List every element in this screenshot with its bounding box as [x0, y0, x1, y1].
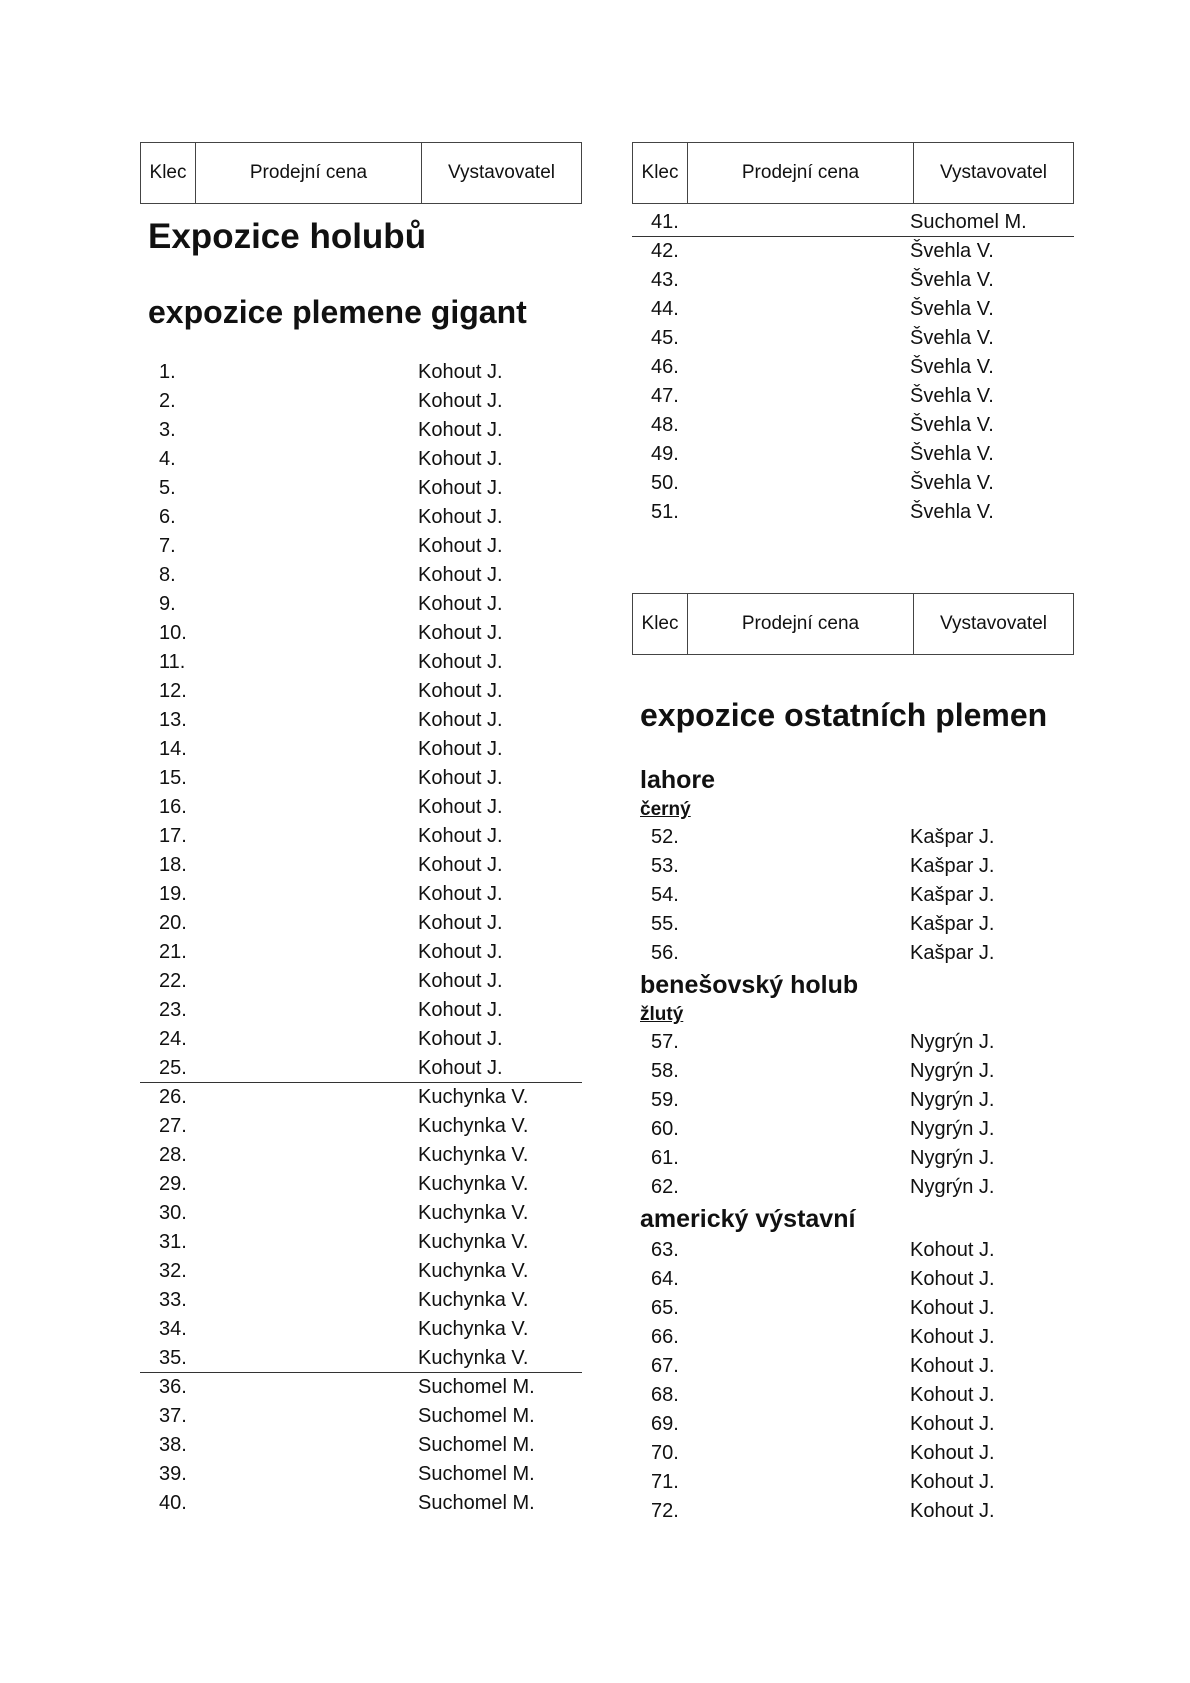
section-title: expozice plemene gigant [148, 294, 527, 330]
exhibitor-name: Kohout J. [910, 1384, 995, 1406]
exhibitor-name: Kohout J. [910, 1268, 995, 1290]
exhibitor-name: Nygrýn J. [910, 1089, 995, 1111]
cage-number: 61. [651, 1147, 679, 1169]
cage-number: 5. [159, 477, 176, 499]
cage-number: 21. [159, 941, 187, 963]
color-variety: černý [640, 799, 691, 820]
table-row [632, 1439, 1074, 1468]
exhibitor-name: Nygrýn J. [910, 1176, 995, 1198]
cage-number: 33. [159, 1289, 187, 1311]
exhibitor-name: Kuchynka V. [418, 1347, 529, 1369]
exhibitor-name: Kašpar J. [910, 826, 995, 848]
cage-number: 52. [651, 826, 679, 848]
cage-number: 70. [651, 1442, 679, 1464]
exhibitor-name: Švehla V. [910, 443, 994, 465]
cage-number: 63. [651, 1239, 679, 1261]
table-row [140, 1228, 582, 1257]
exhibitor-name: Kohout J. [418, 593, 503, 615]
exhibitor-name: Suchomel M. [418, 1405, 535, 1427]
cage-number: 47. [651, 385, 679, 407]
exhibitor-name: Nygrýn J. [910, 1147, 995, 1169]
exhibitor-name: Kohout J. [418, 767, 503, 789]
exhibitor-name: Kohout J. [418, 564, 503, 586]
exhibitor-name: Kuchynka V. [418, 1289, 529, 1311]
cage-number: 29. [159, 1173, 187, 1195]
table-row [632, 440, 1074, 469]
cage-number: 49. [651, 443, 679, 465]
exhibitor-name: Kohout J. [418, 680, 503, 702]
table-row [140, 822, 582, 851]
table-row [632, 1236, 1074, 1265]
cage-number: 14. [159, 738, 187, 760]
table-row [140, 445, 582, 474]
cage-number: 67. [651, 1355, 679, 1377]
table-row [632, 939, 1074, 968]
cage-number: 58. [651, 1060, 679, 1082]
exhibitor-name: Kašpar J. [910, 942, 995, 964]
exhibitor-name: Kuchynka V. [418, 1173, 529, 1195]
entry-list [632, 208, 1074, 527]
cage-number: 2. [159, 390, 176, 412]
exhibitor-name: Švehla V. [910, 385, 994, 407]
table-row [140, 996, 582, 1025]
exhibitor-name: Švehla V. [910, 501, 994, 523]
table-header [632, 593, 1074, 655]
table-row [140, 1402, 582, 1431]
table-row [632, 1173, 1074, 1202]
exhibitor-name: Kohout J. [910, 1442, 995, 1464]
table-row [140, 1054, 582, 1083]
table-row [632, 1265, 1074, 1294]
cage-number: 40. [159, 1492, 187, 1514]
table-row [140, 706, 582, 735]
table-row [140, 1315, 582, 1344]
cage-number: 36. [159, 1376, 187, 1398]
table-row [632, 1144, 1074, 1173]
right-top-column [632, 142, 1074, 527]
table-row [632, 852, 1074, 881]
table-row [140, 1460, 582, 1489]
table-row [632, 881, 1074, 910]
cage-number: 57. [651, 1031, 679, 1053]
table-row [140, 1431, 582, 1460]
exhibitor-name: Švehla V. [910, 327, 994, 349]
table-row [140, 1112, 582, 1141]
table-row [632, 1468, 1074, 1497]
cage-number: 6. [159, 506, 176, 528]
table-row [140, 358, 582, 387]
table-row [140, 764, 582, 793]
header-vystavovatel: Vystavovatel [939, 613, 1047, 634]
cage-number: 59. [651, 1089, 679, 1111]
cage-number: 62. [651, 1176, 679, 1198]
exhibitor-name: Kohout J. [418, 912, 503, 934]
cage-number: 30. [159, 1202, 187, 1224]
cage-number: 55. [651, 913, 679, 935]
table-row [632, 1028, 1074, 1057]
cage-number: 26. [159, 1086, 187, 1108]
cage-number: 31. [159, 1231, 187, 1253]
exhibitor-name: Kohout J. [910, 1413, 995, 1435]
table-row [632, 353, 1074, 382]
table-row [140, 1083, 582, 1112]
table-row [140, 503, 582, 532]
table-row [140, 1141, 582, 1170]
exhibitor-name: Kohout J. [910, 1326, 995, 1348]
table-row [140, 1257, 582, 1286]
table-row [140, 677, 582, 706]
exhibitor-name: Kohout J. [418, 1028, 503, 1050]
exhibitor-name: Švehla V. [910, 472, 994, 494]
color-variety: žlutý [640, 1004, 684, 1025]
cage-number: 39. [159, 1463, 187, 1485]
exhibitor-name: Kuchynka V. [418, 1260, 529, 1282]
cage-number: 35. [159, 1347, 187, 1369]
table-row [140, 735, 582, 764]
exhibitor-name: Švehla V. [910, 356, 994, 378]
exhibitor-name: Suchomel M. [418, 1463, 535, 1485]
cage-number: 38. [159, 1434, 187, 1456]
exhibitor-name: Kohout J. [418, 825, 503, 847]
cage-number: 23. [159, 999, 187, 1021]
exhibitor-name: Nygrýn J. [910, 1060, 995, 1082]
exhibitor-name: Nygrýn J. [910, 1118, 995, 1140]
cage-number: 51. [651, 501, 679, 523]
table-row [632, 237, 1074, 266]
exhibitor-name: Kuchynka V. [418, 1231, 529, 1253]
header-cena: Prodejní cena [688, 594, 914, 654]
exhibitor-name: Švehla V. [910, 240, 994, 262]
exhibitor-name: Kohout J. [418, 535, 503, 557]
table-row [632, 1381, 1074, 1410]
table-row [632, 1352, 1074, 1381]
table-row [632, 498, 1074, 527]
exhibitor-name: Kohout J. [418, 390, 503, 412]
exhibitor-name: Kohout J. [418, 883, 503, 905]
exhibitor-name: Kohout J. [910, 1355, 995, 1377]
table-row [632, 1086, 1074, 1115]
cage-number: 22. [159, 970, 187, 992]
cage-number: 72. [651, 1500, 679, 1522]
breed-heading: americký výstavní [640, 1205, 856, 1233]
exhibitor-name: Kašpar J. [910, 855, 995, 877]
table-row [140, 416, 582, 445]
exhibitor-name: Kuchynka V. [418, 1115, 529, 1137]
header-cena: Prodejní cena [196, 143, 422, 203]
table-header [140, 142, 582, 204]
table-row [140, 1489, 582, 1518]
exhibitor-name: Suchomel M. [418, 1434, 535, 1456]
table-row [140, 1170, 582, 1199]
exhibitor-name: Švehla V. [910, 269, 994, 291]
exhibitor-name: Kohout J. [910, 1471, 995, 1493]
cage-number: 18. [159, 854, 187, 876]
cage-number: 34. [159, 1318, 187, 1340]
exhibitor-name: Kuchynka V. [418, 1318, 529, 1340]
page-title: Expozice holubů [148, 217, 427, 256]
table-row [632, 382, 1074, 411]
exhibitor-name: Kohout J. [418, 419, 503, 441]
exhibitor-name: Kohout J. [418, 448, 503, 470]
table-row [632, 1057, 1074, 1086]
table-row [632, 266, 1074, 295]
exhibitor-name: Kašpar J. [910, 913, 995, 935]
table-row [632, 324, 1074, 353]
exhibitor-name: Kohout J. [418, 622, 503, 644]
exhibitor-name: Kohout J. [418, 651, 503, 673]
table-row [140, 1344, 582, 1373]
exhibitor-name: Švehla V. [910, 414, 994, 436]
cage-number: 37. [159, 1405, 187, 1427]
table-row [140, 967, 582, 996]
table-row [140, 561, 582, 590]
cage-number: 1. [159, 361, 176, 383]
cage-number: 71. [651, 1471, 679, 1493]
entry-list [140, 358, 582, 1518]
exhibitor-name: Kuchynka V. [418, 1086, 529, 1108]
table-row [140, 1025, 582, 1054]
breed-groups [632, 763, 1074, 1526]
table-row [632, 910, 1074, 939]
cage-number: 4. [159, 448, 176, 470]
cage-number: 50. [651, 472, 679, 494]
cage-number: 17. [159, 825, 187, 847]
table-row [140, 851, 582, 880]
table-row [140, 590, 582, 619]
cage-number: 19. [159, 883, 187, 905]
cage-number: 11. [159, 651, 186, 673]
table-row [632, 208, 1074, 237]
exhibitor-name: Kohout J. [418, 854, 503, 876]
table-row [632, 1323, 1074, 1352]
table-row [140, 532, 582, 561]
table-row [632, 411, 1074, 440]
header-klec: Klec [633, 594, 688, 654]
exhibitor-name: Kohout J. [418, 361, 503, 383]
cage-number: 54. [651, 884, 679, 906]
cage-number: 24. [159, 1028, 187, 1050]
cage-number: 32. [159, 1260, 187, 1282]
cage-number: 45. [651, 327, 679, 349]
table-row [140, 1199, 582, 1228]
exhibitor-name: Suchomel M. [910, 211, 1027, 233]
table-row [140, 387, 582, 416]
cage-number: 43. [651, 269, 679, 291]
exhibitor-name: Kohout J. [418, 506, 503, 528]
exhibitor-name: Kuchynka V. [418, 1202, 529, 1224]
exhibitor-name: Kohout J. [418, 970, 503, 992]
cage-number: 64. [651, 1268, 679, 1290]
section-title: expozice ostatních plemen [640, 697, 1048, 733]
cage-number: 25. [159, 1057, 187, 1079]
table-row [140, 1286, 582, 1315]
left-column [140, 142, 582, 1518]
cage-number: 42. [651, 240, 679, 262]
table-row [140, 1373, 582, 1402]
exhibitor-name: Kašpar J. [910, 884, 995, 906]
cage-number: 69. [651, 1413, 679, 1435]
right-bottom-column [632, 593, 1074, 1526]
cage-number: 10. [159, 622, 187, 644]
cage-number: 16. [159, 796, 187, 818]
exhibitor-name: Kohout J. [418, 999, 503, 1021]
table-header [632, 142, 1074, 204]
table-row [140, 793, 582, 822]
exhibitor-name: Kohout J. [418, 709, 503, 731]
cage-number: 60. [651, 1118, 679, 1140]
cage-number: 41. [651, 211, 679, 233]
exhibitor-name: Suchomel M. [418, 1492, 535, 1514]
breed-heading: lahore [640, 766, 716, 794]
table-row [632, 1115, 1074, 1144]
exhibitor-name: Kuchynka V. [418, 1144, 529, 1166]
cage-number: 56. [651, 942, 679, 964]
exhibitor-name: Kohout J. [418, 477, 503, 499]
cage-number: 12. [159, 680, 187, 702]
header-klec: Klec [141, 143, 196, 203]
cage-number: 8. [159, 564, 176, 586]
breed-heading: benešovský holub [640, 971, 859, 999]
header-klec: Klec [633, 143, 688, 203]
table-row [140, 938, 582, 967]
cage-number: 3. [159, 419, 176, 441]
cage-number: 46. [651, 356, 679, 378]
header-vystavovatel: Vystavovatel [447, 162, 555, 183]
exhibitor-name: Švehla V. [910, 298, 994, 320]
exhibitor-name: Kohout J. [418, 796, 503, 818]
cage-number: 65. [651, 1297, 679, 1319]
cage-number: 66. [651, 1326, 679, 1348]
exhibitor-name: Kohout J. [418, 941, 503, 963]
table-row [140, 648, 582, 677]
exhibitor-name: Kohout J. [418, 1057, 503, 1079]
exhibitor-name: Kohout J. [910, 1297, 995, 1319]
exhibitor-name: Suchomel M. [418, 1376, 535, 1398]
table-row [632, 1410, 1074, 1439]
cage-number: 9. [159, 593, 176, 615]
table-row [140, 474, 582, 503]
exhibitor-name: Kohout J. [910, 1500, 995, 1522]
table-row [140, 880, 582, 909]
table-row [632, 823, 1074, 852]
cage-number: 15. [159, 767, 187, 789]
exhibitor-name: Kohout J. [418, 738, 503, 760]
cage-number: 68. [651, 1384, 679, 1406]
table-row [632, 1294, 1074, 1323]
cage-number: 28. [159, 1144, 187, 1166]
cage-number: 20. [159, 912, 187, 934]
table-row [632, 1497, 1074, 1526]
header-vystavovatel: Vystavovatel [939, 162, 1047, 183]
cage-number: 27. [159, 1115, 187, 1137]
cage-number: 13. [159, 709, 187, 731]
cage-number: 7. [159, 535, 176, 557]
table-row [140, 909, 582, 938]
exhibitor-name: Kohout J. [910, 1239, 995, 1261]
table-row [632, 469, 1074, 498]
table-row [140, 619, 582, 648]
cage-number: 53. [651, 855, 679, 877]
cage-number: 48. [651, 414, 679, 436]
header-cena: Prodejní cena [688, 143, 914, 203]
exhibitor-name: Nygrýn J. [910, 1031, 995, 1053]
cage-number: 44. [651, 298, 679, 320]
table-row [632, 295, 1074, 324]
